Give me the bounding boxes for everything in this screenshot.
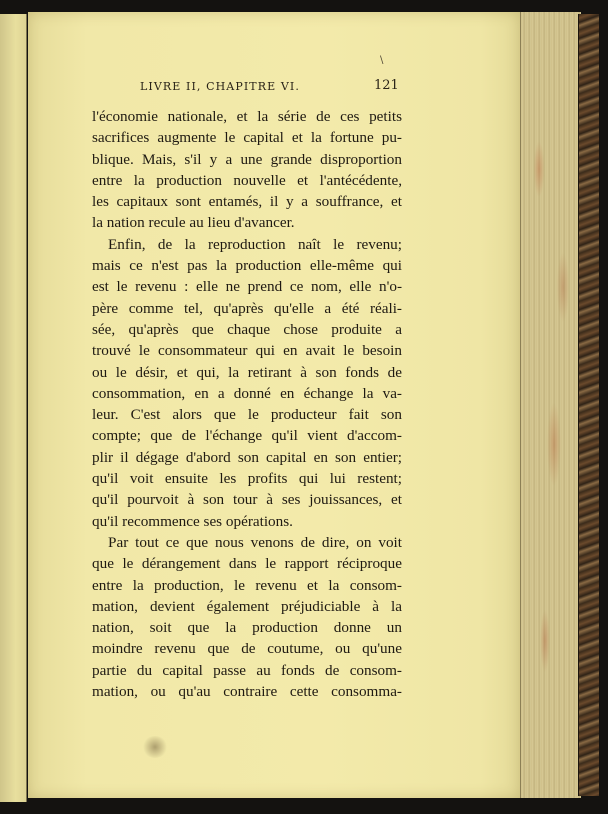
- text-line: sacrifices augmente le capital et la fortune pu-: [92, 129, 402, 147]
- marbled-edge: [521, 12, 581, 798]
- text-line: moindre revenu que de coutume, ou qu'une: [92, 640, 402, 658]
- text-line: qu'il recommence ses opérations.: [92, 512, 293, 530]
- text-line: père comme tel, qu'après qu'elle a été réali-: [92, 299, 402, 317]
- body-text: [92, 106, 402, 702]
- paper-stain: [142, 736, 168, 758]
- text-line: mation, ou qu'au contraire cette consomma-: [92, 683, 402, 701]
- text-line: sée, qu'après que chaque chose produite a: [92, 320, 402, 338]
- page-fore-edge: [520, 12, 581, 798]
- marbled-cover: [578, 14, 599, 796]
- text-line: entre la production nouvelle et l'antécédente,: [92, 171, 402, 189]
- text-line: consommation, en a donné en échange la va-: [92, 384, 402, 402]
- text-line: mation, devient également préjudiciable à la: [92, 597, 402, 615]
- page-number: 121: [374, 78, 399, 93]
- paragraph-1: [92, 106, 402, 234]
- text-line: mais ce n'est pas la production elle-même qui: [92, 257, 402, 275]
- text-line: Enfin, de la reproduction naît le revenu;: [108, 235, 402, 253]
- text-line: qu'il voit ensuite les profits qui lui restent;: [92, 470, 402, 488]
- text-line: entre la production, le revenu et la consom-: [92, 576, 402, 594]
- text-line: les capitaux sont entamés, il y a souffrance, et: [92, 193, 402, 211]
- running-head: LIVRE II, CHAPITRE VI.: [140, 80, 300, 93]
- text-line: partie du capital passe au fonds de consom-: [92, 661, 402, 679]
- text-line: est le revenu : elle ne prend ce nom, elle n'o-: [92, 278, 402, 296]
- signature-mark: \: [380, 55, 384, 66]
- text-line: leur. C'est alors que le producteur fait son: [92, 406, 402, 424]
- text-line: la nation recule au lieu d'avancer.: [92, 214, 295, 232]
- paragraph-3: [92, 532, 402, 702]
- paragraph-2: [92, 234, 402, 532]
- text-line: que le dérangement dans le rapport réciproque: [92, 555, 402, 573]
- text-line: Par tout ce que nous venons de dire, on voit: [108, 533, 402, 551]
- text-line: compte; que de l'échange qu'il vient d'accom-: [92, 427, 402, 445]
- text-line: nation, soit que la production donne un: [92, 619, 402, 637]
- text-line: qu'il pourvoit à son tour à ses jouissances, et: [92, 491, 402, 509]
- text-line: blique. Mais, s'il y a une grande disproportion: [92, 150, 402, 168]
- facing-page-edge: [0, 14, 27, 802]
- text-line: trouvé le consommateur qui en avait le besoin: [92, 342, 402, 360]
- text-line: l'économie nationale, et la série de ces petits: [92, 108, 402, 125]
- text-line: ou le désir, et qui, la retirant à son fonds de: [92, 363, 402, 381]
- text-line: plir il dégage d'abord son capital en son entier;: [92, 448, 402, 466]
